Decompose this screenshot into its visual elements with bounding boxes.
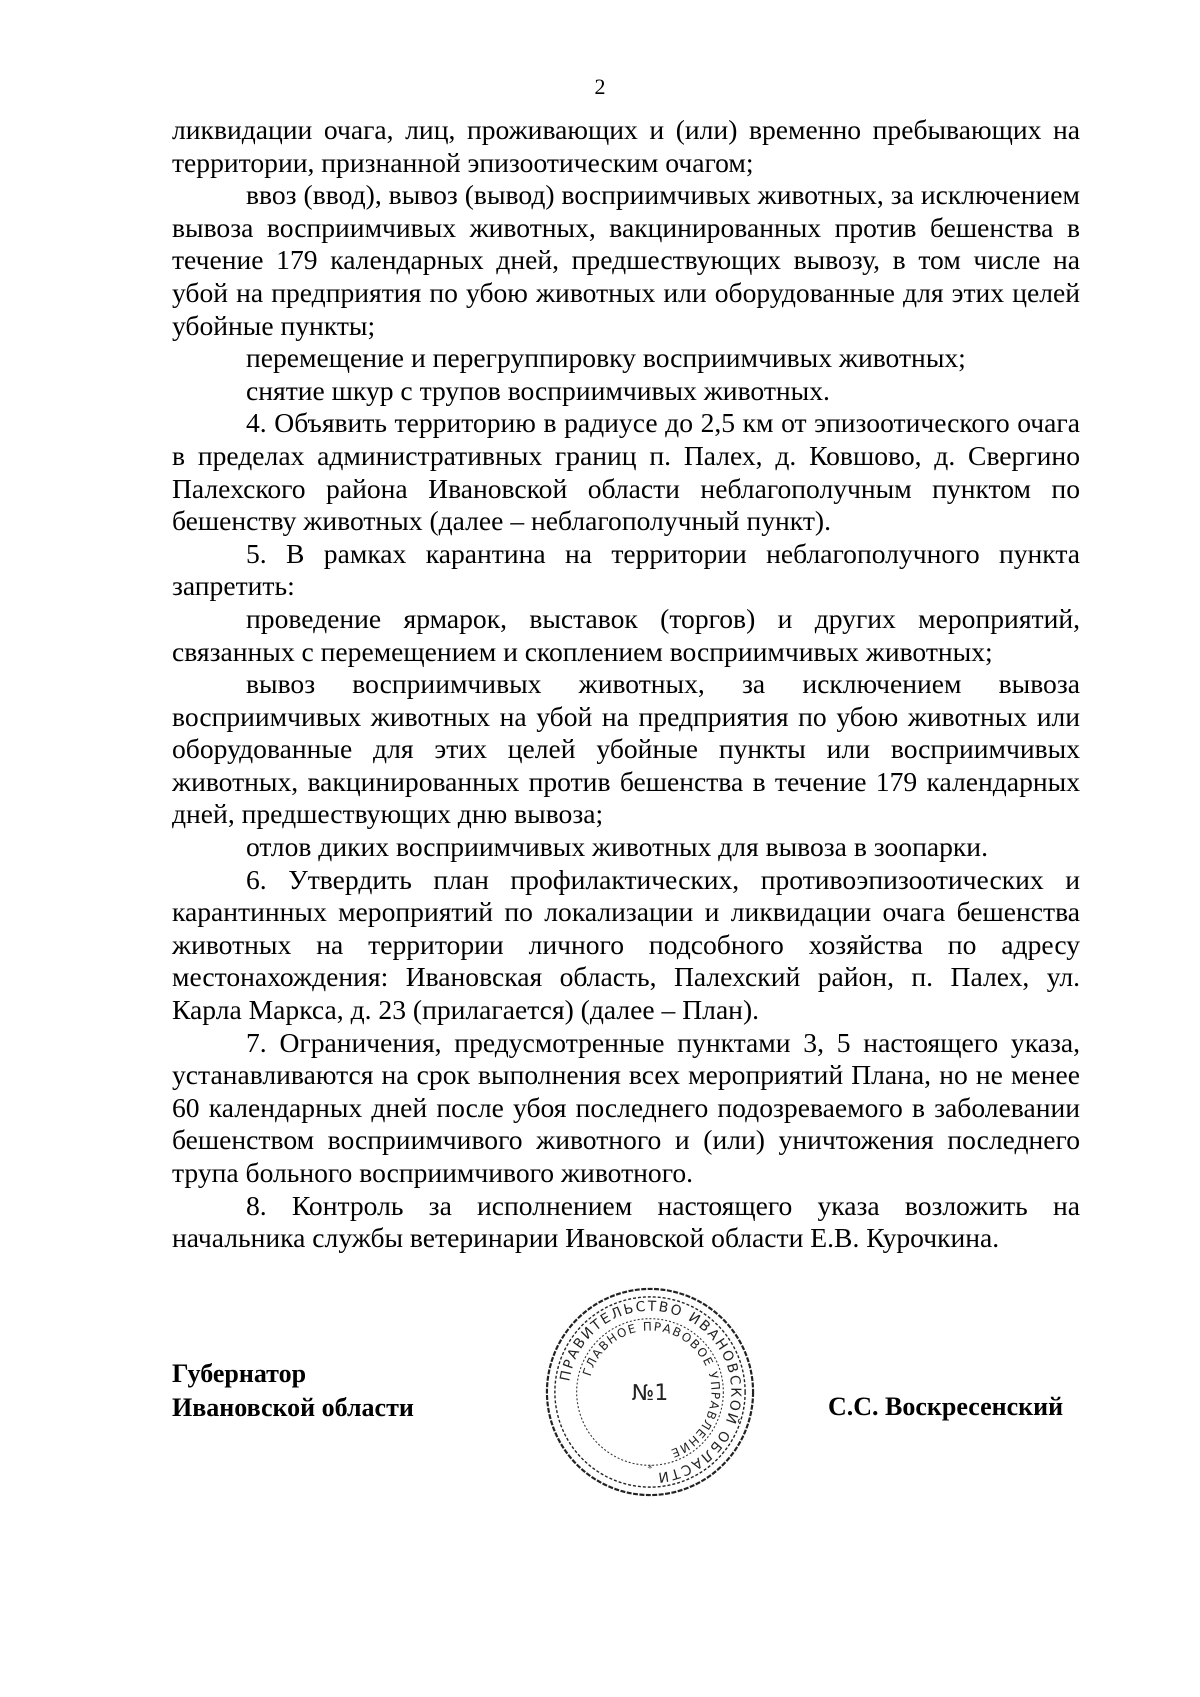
paragraph-continuation: ликвидации очага, лиц, проживающих и (или) временно пребывающих на территории, признанной эпизоотическим очагом; [172,114,1080,178]
paragraph-item-7: 7. Ограничения, предусмотренные пунктами 3, 5 настоящего указа, устанавливаются на срок выполнения всех мероприятий Плана, но не менее 60 календарных дней после убоя последнего подозреваемого в заболевании бешенством восприимчивого животного и (или) уничтожения последнего трупа больного восприимчивого животного. [172,1026,1080,1188]
seal-outer-text: ПРАВИТЕЛЬСТВО ИВАНОВСКОЙ ОБЛАСТИ [557,1298,744,1486]
seal-number: №1 [631,1380,669,1406]
paragraph-item-8: 8. Контроль за исполнением настоящего указа возложить на начальника службы ветеринарии Ивановской области Е.В. Курочкина. [172,1189,1080,1254]
paragraph-export-ban: вывоз восприимчивых животных, за исключением вывоза восприимчивых животных на убой на предприятия по убою животных или оборудованные для этих целей убойные пункты или восприимчивых животных, вакцинированных против бешенства в течение 179 календарных дней, предшествующих дню вывоза; [172,668,1080,830]
paragraph-import-export-ban: ввоз (ввод), вывоз (вывод) восприимчивых животных, за исключением вывоза восприимчивых животных, вакцинированных против бешенства в течение 179 календарных дней, предшествующих вывозу, в том числе на убой на предприятия по убою животных или оборудованные для этих целей убойные пункты; [172,179,1080,341]
seal-inner-text: ГЛАВНОЕ ПРАВОВОЕ УПРАВЛЕНИЕ [579,1319,723,1461]
paragraph-item-5: 5. В рамках карантина на территории неблагополучного пункта запретить: [172,537,1080,602]
seal-star-bottom: * [647,1463,653,1475]
paragraph-regrouping-ban: перемещение и перегруппировку восприимчивых животных; [246,342,966,374]
paragraph-skinning-ban: снятие шкур с трупов восприимчивых животных. [246,374,830,406]
document-body [172,114,1080,1255]
signatory-name: С.С. Воскресенский [828,1392,1064,1421]
signatory-title-line-2: Ивановской области [172,1393,414,1422]
paragraph-item-6: 6. Утвердить план профилактических, противоэпизоотических и карантинных мероприятий по локализации и ликвидации очага бешенства животных на территории личного подсобного хозяйства по адресу местонахождения: Ивановская область, Палехский район, п. Палех, ул. Карла Маркса, д. 23 (прилагается) (далее – План). [172,863,1080,1026]
signatory-title-line-1: Губернатор [172,1359,307,1388]
signatory-title [172,1357,414,1425]
paragraph-fairs-ban: проведение ярмарок, выставок (торгов) и других мероприятий, связанных с перемещением и скоплением восприимчивых животных; [172,602,1080,667]
paragraph-item-4: 4. Объявить территорию в радиусе до 2,5 км от эпизоотического очага в пределах административных границ п. Палех, д. Ковшово, д. Свергино Палехского района Ивановской области неблагополучным пунктом по бешенству животных (далее – неблагополучный пункт). [172,407,1080,537]
official-seal [541,1283,759,1501]
paragraph-capture-ban: отлов диких восприимчивых животных для вывоза в зоопарки. [246,831,988,863]
page-number: 2 [594,74,606,99]
